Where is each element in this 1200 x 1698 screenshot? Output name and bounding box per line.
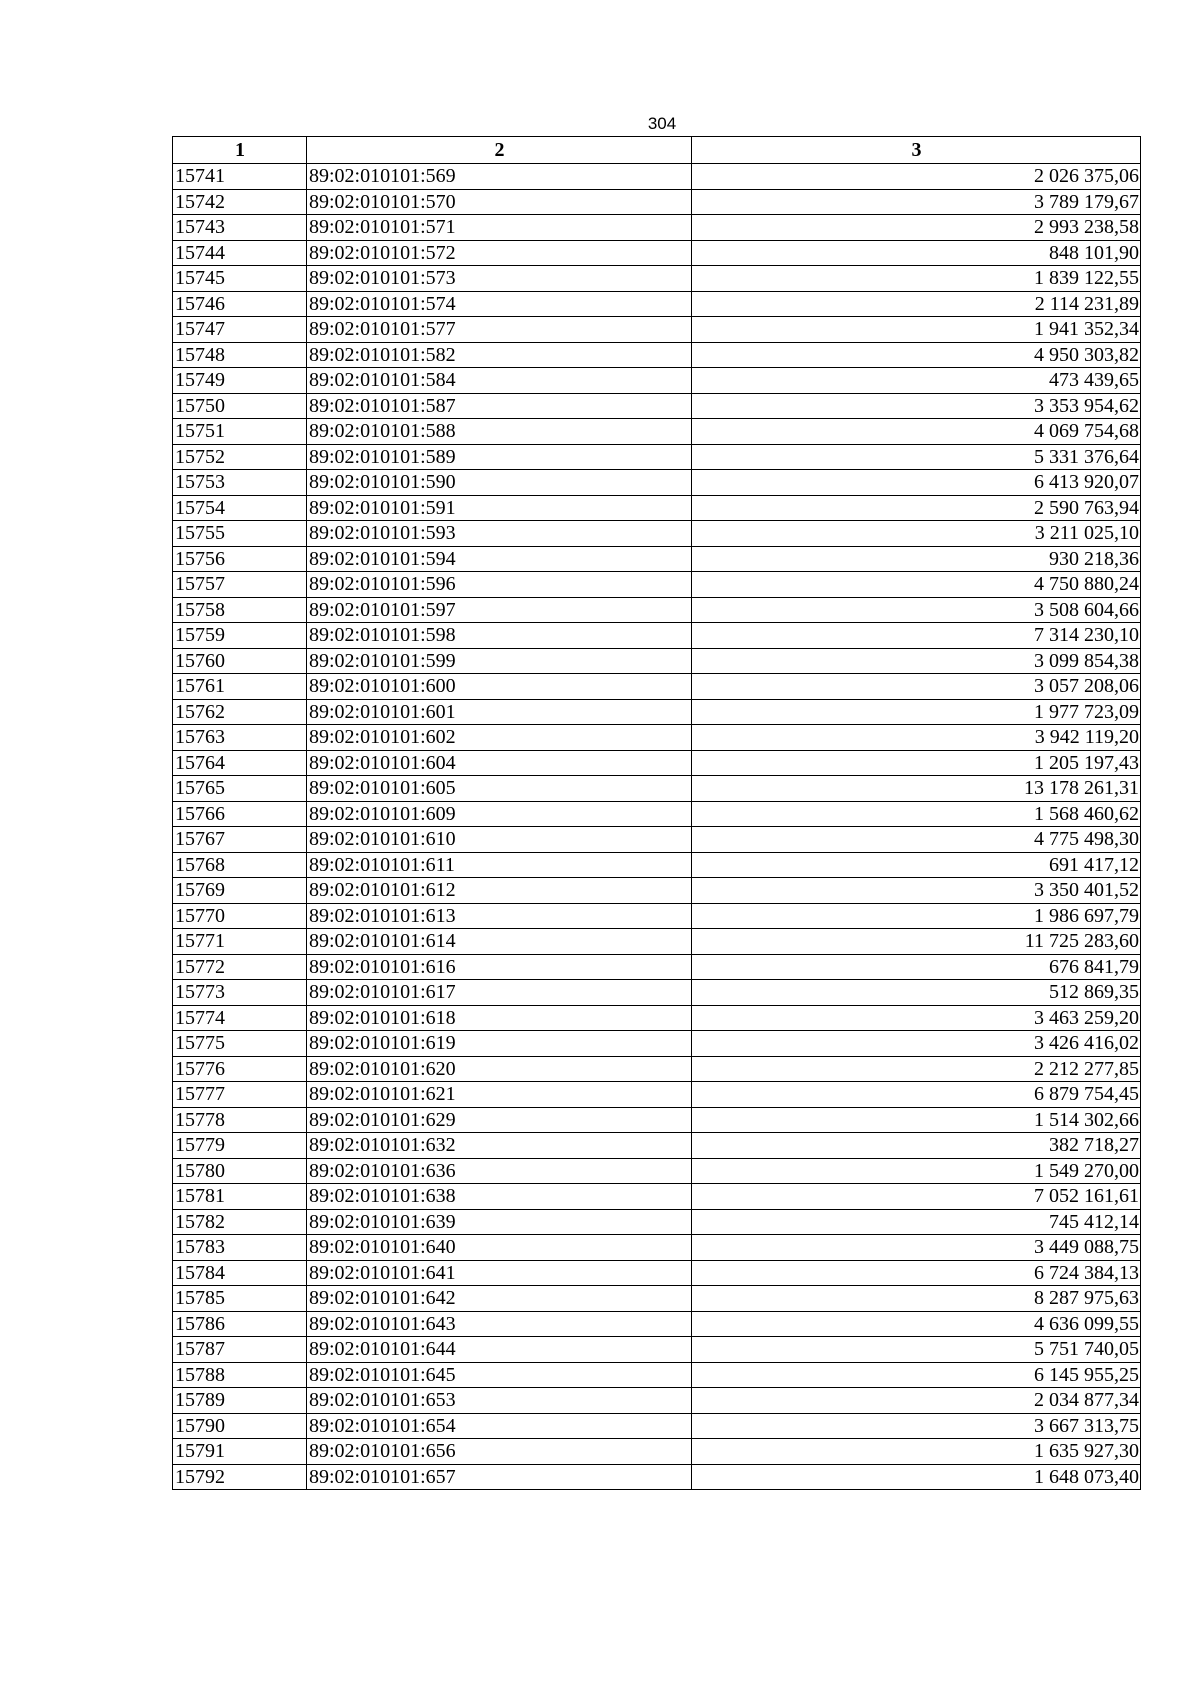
cadastral-value-cell: 2 590 763,94 — [692, 495, 1141, 521]
cadastral-number-cell: 89:02:010101:614 — [307, 929, 692, 955]
table-row — [173, 1260, 1141, 1286]
table-row — [173, 980, 1141, 1006]
cadastral-value-cell: 11 725 283,60 — [692, 929, 1141, 955]
row-number-cell: 15755 — [173, 521, 307, 547]
cadastral-value-cell: 6 879 754,45 — [692, 1082, 1141, 1108]
cadastral-value-cell: 1 568 460,62 — [692, 801, 1141, 827]
table-body — [173, 164, 1141, 1490]
row-number-cell: 15781 — [173, 1184, 307, 1210]
cadastral-value-cell: 7 052 161,61 — [692, 1184, 1141, 1210]
table-row — [173, 1209, 1141, 1235]
cadastral-value-cell: 3 057 208,06 — [692, 674, 1141, 700]
table-row — [173, 725, 1141, 751]
row-number-cell: 15775 — [173, 1031, 307, 1057]
cadastral-number-cell: 89:02:010101:639 — [307, 1209, 692, 1235]
cadastral-value-cell: 3 789 179,67 — [692, 189, 1141, 215]
cadastral-number-cell: 89:02:010101:569 — [307, 164, 692, 190]
table-row — [173, 1464, 1141, 1490]
cadastral-value-cell: 676 841,79 — [692, 954, 1141, 980]
cadastral-value-cell: 3 353 954,62 — [692, 393, 1141, 419]
cadastral-value-cell: 2 212 277,85 — [692, 1056, 1141, 1082]
cadastral-number-cell: 89:02:010101:613 — [307, 903, 692, 929]
cadastral-number-cell: 89:02:010101:594 — [307, 546, 692, 572]
cadastral-number-cell: 89:02:010101:657 — [307, 1464, 692, 1490]
table-row — [173, 291, 1141, 317]
cadastral-value-cell: 4 950 303,82 — [692, 342, 1141, 368]
cadastral-number-cell: 89:02:010101:596 — [307, 572, 692, 598]
table-row — [173, 266, 1141, 292]
row-number-cell: 15769 — [173, 878, 307, 904]
table-header-row — [173, 137, 1141, 164]
cadastral-value-cell: 1 977 723,09 — [692, 699, 1141, 725]
cadastral-number-cell: 89:02:010101:593 — [307, 521, 692, 547]
cadastral-value-cell: 6 413 920,07 — [692, 470, 1141, 496]
cadastral-value-cell: 6 145 955,25 — [692, 1362, 1141, 1388]
row-number-cell: 15788 — [173, 1362, 307, 1388]
cadastral-number-cell: 89:02:010101:640 — [307, 1235, 692, 1261]
cadastral-value-cell: 4 636 099,55 — [692, 1311, 1141, 1337]
row-number-cell: 15750 — [173, 393, 307, 419]
table-row — [173, 1184, 1141, 1210]
table-row — [173, 878, 1141, 904]
cadastral-value-cell: 3 099 854,38 — [692, 648, 1141, 674]
cadastral-value-table — [172, 136, 1141, 1490]
cadastral-number-cell: 89:02:010101:600 — [307, 674, 692, 700]
row-number-cell: 15747 — [173, 317, 307, 343]
cadastral-value-cell: 848 101,90 — [692, 240, 1141, 266]
cadastral-value-cell: 745 412,14 — [692, 1209, 1141, 1235]
cadastral-value-cell: 3 942 119,20 — [692, 725, 1141, 751]
cadastral-number-cell: 89:02:010101:642 — [307, 1286, 692, 1312]
row-number-cell: 15751 — [173, 419, 307, 445]
cadastral-value-cell: 1 205 197,43 — [692, 750, 1141, 776]
column-header-3: 3 — [692, 137, 1141, 164]
cadastral-number-cell: 89:02:010101:636 — [307, 1158, 692, 1184]
table-row — [173, 929, 1141, 955]
row-number-cell: 15773 — [173, 980, 307, 1006]
row-number-cell: 15765 — [173, 776, 307, 802]
cadastral-number-cell: 89:02:010101:590 — [307, 470, 692, 496]
cadastral-number-cell: 89:02:010101:609 — [307, 801, 692, 827]
row-number-cell: 15743 — [173, 215, 307, 241]
table-row — [173, 1388, 1141, 1414]
cadastral-number-cell: 89:02:010101:653 — [307, 1388, 692, 1414]
cadastral-number-cell: 89:02:010101:644 — [307, 1337, 692, 1363]
row-number-cell: 15786 — [173, 1311, 307, 1337]
cadastral-number-cell: 89:02:010101:612 — [307, 878, 692, 904]
table-row — [173, 240, 1141, 266]
row-number-cell: 15789 — [173, 1388, 307, 1414]
cadastral-number-cell: 89:02:010101:605 — [307, 776, 692, 802]
row-number-cell: 15767 — [173, 827, 307, 853]
row-number-cell: 15742 — [173, 189, 307, 215]
row-number-cell: 15745 — [173, 266, 307, 292]
table-row — [173, 1337, 1141, 1363]
cadastral-number-cell: 89:02:010101:582 — [307, 342, 692, 368]
cadastral-number-cell: 89:02:010101:619 — [307, 1031, 692, 1057]
table-row — [173, 1082, 1141, 1108]
cadastral-number-cell: 89:02:010101:641 — [307, 1260, 692, 1286]
table-row — [173, 954, 1141, 980]
cadastral-number-cell: 89:02:010101:597 — [307, 597, 692, 623]
row-number-cell: 15768 — [173, 852, 307, 878]
cadastral-value-cell: 5 751 740,05 — [692, 1337, 1141, 1363]
cadastral-number-cell: 89:02:010101:632 — [307, 1133, 692, 1159]
table-row — [173, 648, 1141, 674]
cadastral-value-cell: 3 449 088,75 — [692, 1235, 1141, 1261]
row-number-cell: 15780 — [173, 1158, 307, 1184]
row-number-cell: 15754 — [173, 495, 307, 521]
cadastral-value-cell: 2 114 231,89 — [692, 291, 1141, 317]
cadastral-number-cell: 89:02:010101:574 — [307, 291, 692, 317]
row-number-cell: 15752 — [173, 444, 307, 470]
cadastral-number-cell: 89:02:010101:584 — [307, 368, 692, 394]
row-number-cell: 15759 — [173, 623, 307, 649]
cadastral-number-cell: 89:02:010101:591 — [307, 495, 692, 521]
table-row — [173, 776, 1141, 802]
table-row — [173, 1311, 1141, 1337]
cadastral-value-cell: 1 549 270,00 — [692, 1158, 1141, 1184]
row-number-cell: 15766 — [173, 801, 307, 827]
table-row — [173, 1056, 1141, 1082]
cadastral-value-cell: 6 724 384,13 — [692, 1260, 1141, 1286]
table-row — [173, 546, 1141, 572]
table-row — [173, 750, 1141, 776]
cadastral-number-cell: 89:02:010101:599 — [307, 648, 692, 674]
cadastral-value-cell: 3 350 401,52 — [692, 878, 1141, 904]
table-row — [173, 903, 1141, 929]
cadastral-number-cell: 89:02:010101:572 — [307, 240, 692, 266]
cadastral-value-cell: 1 839 122,55 — [692, 266, 1141, 292]
cadastral-number-cell: 89:02:010101:621 — [307, 1082, 692, 1108]
row-number-cell: 15790 — [173, 1413, 307, 1439]
table-row — [173, 1286, 1141, 1312]
row-number-cell: 15785 — [173, 1286, 307, 1312]
cadastral-value-cell: 4 775 498,30 — [692, 827, 1141, 853]
table-row — [173, 827, 1141, 853]
row-number-cell: 15764 — [173, 750, 307, 776]
cadastral-number-cell: 89:02:010101:620 — [307, 1056, 692, 1082]
table-row — [173, 572, 1141, 598]
cadastral-number-cell: 89:02:010101:618 — [307, 1005, 692, 1031]
row-number-cell: 15762 — [173, 699, 307, 725]
cadastral-value-cell: 1 986 697,79 — [692, 903, 1141, 929]
cadastral-number-cell: 89:02:010101:643 — [307, 1311, 692, 1337]
column-header-2: 2 — [307, 137, 692, 164]
row-number-cell: 15787 — [173, 1337, 307, 1363]
cadastral-number-cell: 89:02:010101:577 — [307, 317, 692, 343]
row-number-cell: 15757 — [173, 572, 307, 598]
table-row — [173, 393, 1141, 419]
row-number-cell: 15782 — [173, 1209, 307, 1235]
table-row — [173, 189, 1141, 215]
row-number-cell: 15744 — [173, 240, 307, 266]
row-number-cell: 15758 — [173, 597, 307, 623]
row-number-cell: 15776 — [173, 1056, 307, 1082]
cadastral-number-cell: 89:02:010101:617 — [307, 980, 692, 1006]
table-row — [173, 419, 1141, 445]
cadastral-value-cell: 1 941 352,34 — [692, 317, 1141, 343]
cadastral-value-cell: 8 287 975,63 — [692, 1286, 1141, 1312]
table-row — [173, 1235, 1141, 1261]
row-number-cell: 15770 — [173, 903, 307, 929]
cadastral-value-cell: 691 417,12 — [692, 852, 1141, 878]
cadastral-number-cell: 89:02:010101:570 — [307, 189, 692, 215]
cadastral-number-cell: 89:02:010101:602 — [307, 725, 692, 751]
cadastral-value-cell: 3 426 416,02 — [692, 1031, 1141, 1057]
column-header-1: 1 — [173, 137, 307, 164]
cadastral-value-cell: 1 635 927,30 — [692, 1439, 1141, 1465]
cadastral-value-cell: 3 667 313,75 — [692, 1413, 1141, 1439]
row-number-cell: 15748 — [173, 342, 307, 368]
cadastral-number-cell: 89:02:010101:604 — [307, 750, 692, 776]
row-number-cell: 15792 — [173, 1464, 307, 1490]
cadastral-value-cell: 1 514 302,66 — [692, 1107, 1141, 1133]
row-number-cell: 15779 — [173, 1133, 307, 1159]
table-row — [173, 1107, 1141, 1133]
row-number-cell: 15741 — [173, 164, 307, 190]
table-row — [173, 317, 1141, 343]
cadastral-number-cell: 89:02:010101:654 — [307, 1413, 692, 1439]
cadastral-number-cell: 89:02:010101:616 — [307, 954, 692, 980]
cadastral-value-cell: 382 718,27 — [692, 1133, 1141, 1159]
table-row — [173, 674, 1141, 700]
row-number-cell: 15784 — [173, 1260, 307, 1286]
row-number-cell: 15791 — [173, 1439, 307, 1465]
cadastral-number-cell: 89:02:010101:656 — [307, 1439, 692, 1465]
table-row — [173, 1413, 1141, 1439]
cadastral-value-cell: 5 331 376,64 — [692, 444, 1141, 470]
table-row — [173, 164, 1141, 190]
row-number-cell: 15763 — [173, 725, 307, 751]
cadastral-number-cell: 89:02:010101:589 — [307, 444, 692, 470]
table-row — [173, 852, 1141, 878]
cadastral-number-cell: 89:02:010101:573 — [307, 266, 692, 292]
table-row — [173, 342, 1141, 368]
cadastral-number-cell: 89:02:010101:629 — [307, 1107, 692, 1133]
cadastral-number-cell: 89:02:010101:611 — [307, 852, 692, 878]
cadastral-value-cell: 930 218,36 — [692, 546, 1141, 572]
row-number-cell: 15746 — [173, 291, 307, 317]
table-row — [173, 470, 1141, 496]
cadastral-number-cell: 89:02:010101:588 — [307, 419, 692, 445]
table-row — [173, 1158, 1141, 1184]
table-row — [173, 1133, 1141, 1159]
cadastral-value-cell: 2 993 238,58 — [692, 215, 1141, 241]
table-row — [173, 1031, 1141, 1057]
cadastral-number-cell: 89:02:010101:610 — [307, 827, 692, 853]
table-row — [173, 495, 1141, 521]
table-row — [173, 444, 1141, 470]
cadastral-number-cell: 89:02:010101:587 — [307, 393, 692, 419]
cadastral-number-cell: 89:02:010101:571 — [307, 215, 692, 241]
cadastral-value-cell: 13 178 261,31 — [692, 776, 1141, 802]
row-number-cell: 15772 — [173, 954, 307, 980]
row-number-cell: 15749 — [173, 368, 307, 394]
row-number-cell: 15753 — [173, 470, 307, 496]
cadastral-value-cell: 3 508 604,66 — [692, 597, 1141, 623]
table-row — [173, 521, 1141, 547]
table-row — [173, 368, 1141, 394]
table-row — [173, 215, 1141, 241]
cadastral-value-cell: 4 069 754,68 — [692, 419, 1141, 445]
cadastral-value-cell: 3 211 025,10 — [692, 521, 1141, 547]
table-row — [173, 1439, 1141, 1465]
row-number-cell: 15761 — [173, 674, 307, 700]
cadastral-value-cell: 7 314 230,10 — [692, 623, 1141, 649]
row-number-cell: 15760 — [173, 648, 307, 674]
row-number-cell: 15774 — [173, 1005, 307, 1031]
cadastral-value-cell: 3 463 259,20 — [692, 1005, 1141, 1031]
table-row — [173, 1005, 1141, 1031]
row-number-cell: 15756 — [173, 546, 307, 572]
page-number: 304 — [647, 114, 677, 133]
row-number-cell: 15777 — [173, 1082, 307, 1108]
cadastral-number-cell: 89:02:010101:601 — [307, 699, 692, 725]
cadastral-value-cell: 512 869,35 — [692, 980, 1141, 1006]
cadastral-value-cell: 2 034 877,34 — [692, 1388, 1141, 1414]
table-row — [173, 597, 1141, 623]
row-number-cell: 15778 — [173, 1107, 307, 1133]
cadastral-value-cell: 473 439,65 — [692, 368, 1141, 394]
table-row — [173, 623, 1141, 649]
table-row — [173, 1362, 1141, 1388]
row-number-cell: 15783 — [173, 1235, 307, 1261]
table-row — [173, 801, 1141, 827]
row-number-cell: 15771 — [173, 929, 307, 955]
cadastral-number-cell: 89:02:010101:638 — [307, 1184, 692, 1210]
table-row — [173, 699, 1141, 725]
cadastral-value-cell: 2 026 375,06 — [692, 164, 1141, 190]
cadastral-value-cell: 4 750 880,24 — [692, 572, 1141, 598]
cadastral-number-cell: 89:02:010101:598 — [307, 623, 692, 649]
cadastral-number-cell: 89:02:010101:645 — [307, 1362, 692, 1388]
cadastral-value-cell: 1 648 073,40 — [692, 1464, 1141, 1490]
